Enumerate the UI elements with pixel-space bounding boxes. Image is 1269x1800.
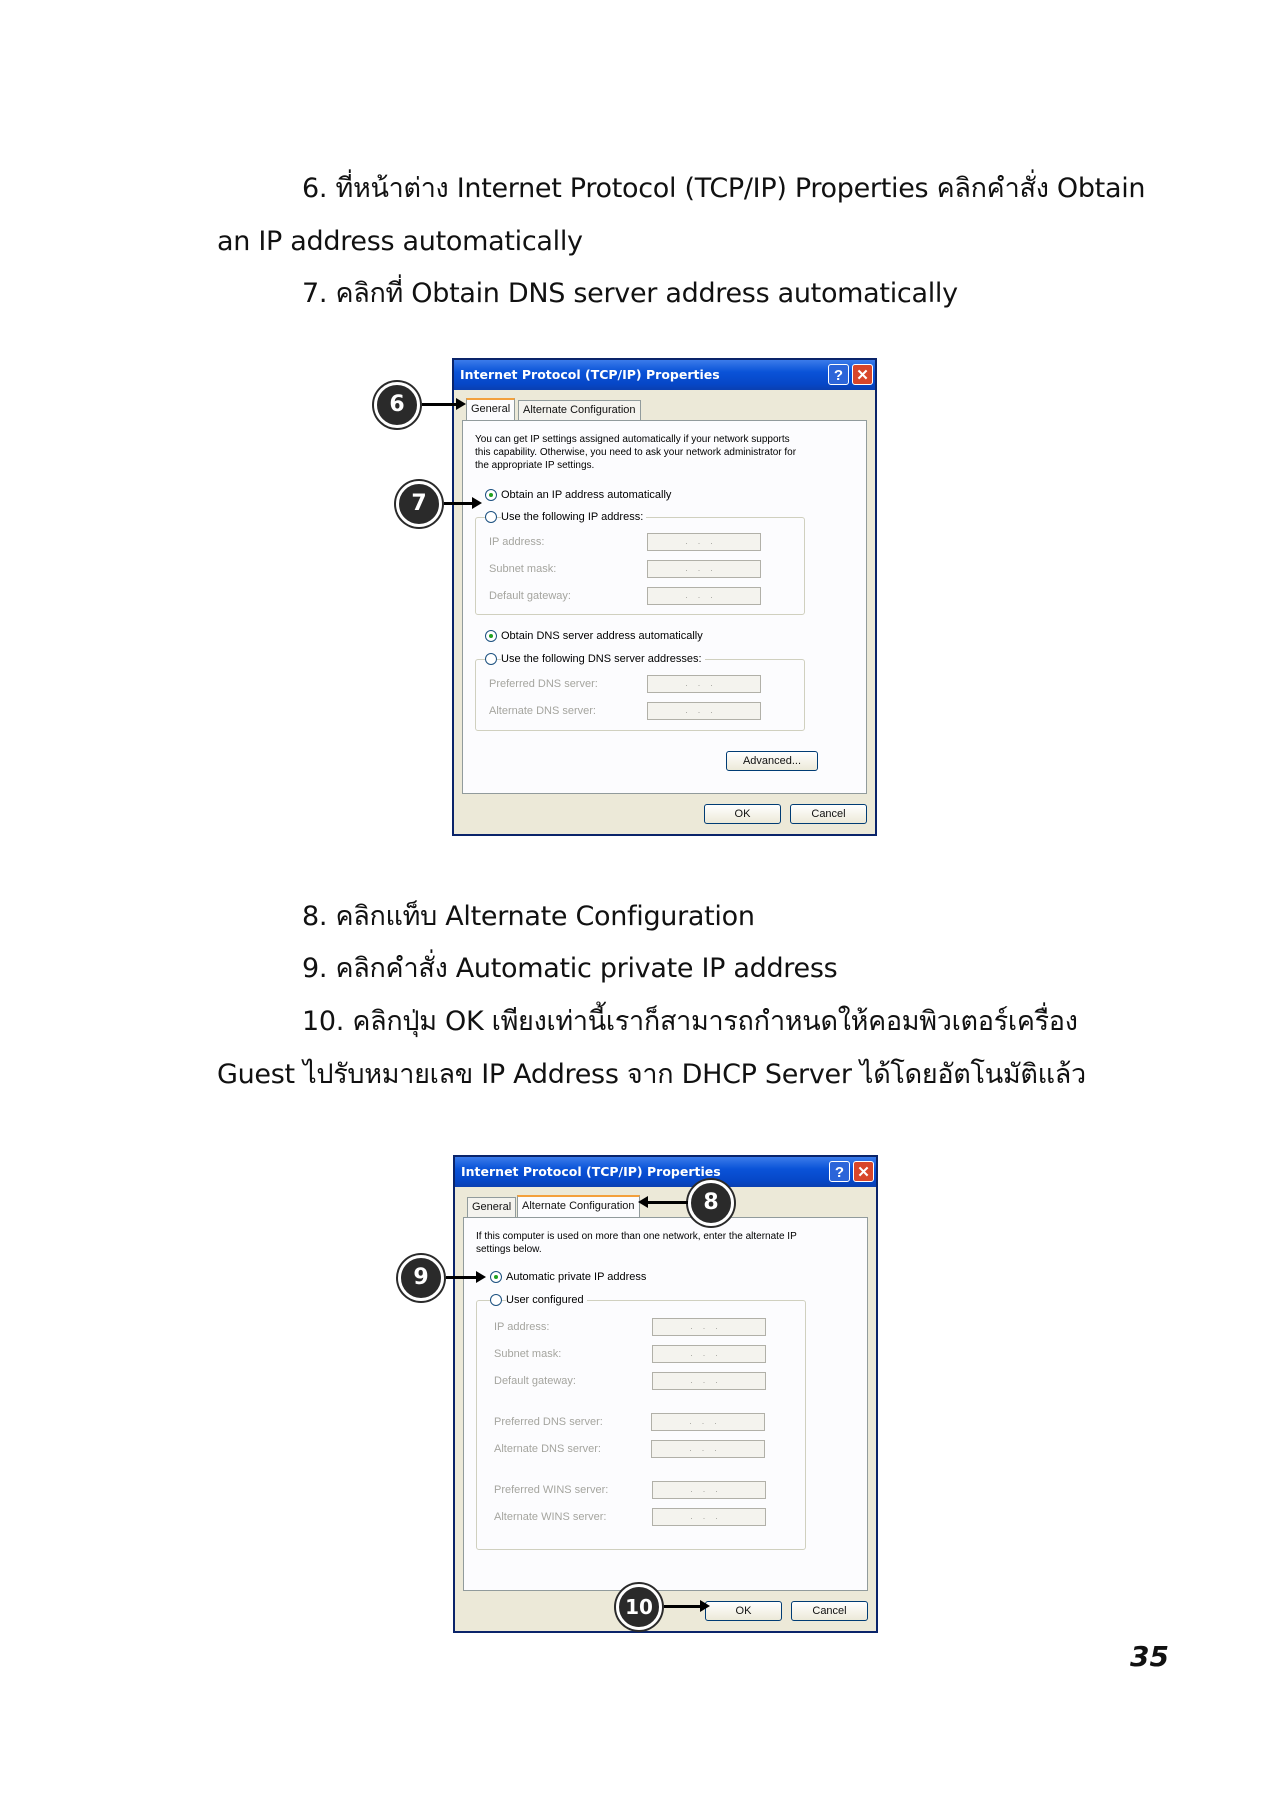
use-dns-label[interactable]: Use the following DNS server addresses: xyxy=(501,653,705,666)
intro-text-1: If this computer is used on more than one network, enter the alternate IP xyxy=(476,1231,797,1242)
general-panel xyxy=(462,420,867,794)
callout-9-arrow xyxy=(446,1276,478,1279)
callout-8: 8 xyxy=(688,1180,734,1226)
tab-alternate-configuration[interactable]: Alternate Configuration xyxy=(518,400,641,420)
alternate-panel xyxy=(463,1217,868,1591)
ip-address-label: IP address: xyxy=(489,536,545,548)
preferred-wins-label: Preferred WINS server: xyxy=(494,1484,609,1496)
alternate-dns-input[interactable]: ... xyxy=(651,1440,765,1458)
cancel-button[interactable]: Cancel xyxy=(791,1601,868,1621)
help-icon[interactable]: ? xyxy=(829,1161,850,1182)
ip-address-label: IP address: xyxy=(494,1321,550,1333)
alternate-wins-label: Alternate WINS server: xyxy=(494,1511,607,1523)
static-dns-group xyxy=(475,659,805,731)
step6-line1: 6. ที่หน้าต่าง Internet Protocol (TCP/IP) Properties คลิกคำสั่ง Obtain xyxy=(302,173,1146,204)
callout-8-arrow xyxy=(646,1201,688,1204)
tab-alternate-configuration[interactable]: Alternate Configuration xyxy=(517,1195,640,1217)
dialog-title: Internet Protocol (TCP/IP) Properties xyxy=(461,1164,721,1179)
callout-10: 10 xyxy=(616,1584,662,1630)
callout-7: 7 xyxy=(396,481,442,527)
alternate-wins-input[interactable]: ... xyxy=(652,1508,766,1526)
callout-6-arrow xyxy=(422,403,458,406)
subnet-mask-label: Subnet mask: xyxy=(494,1348,562,1360)
cancel-button[interactable]: Cancel xyxy=(790,804,867,824)
dialog-title: Internet Protocol (TCP/IP) Properties xyxy=(460,367,720,382)
step10-line2: Guest ไปรับหมายเลข IP Address จาก DHCP Server ได้โดยอัตโนมัติแล้ว xyxy=(217,1059,1086,1090)
title-bar xyxy=(455,1157,876,1187)
step7-text: 7. คลิกที่ Obtain DNS server address automatically xyxy=(302,278,958,309)
step6-line2: an IP address automatically xyxy=(217,226,583,257)
obtain-ip-label[interactable]: Obtain an IP address automatically xyxy=(501,489,672,501)
preferred-dns-input[interactable]: ... xyxy=(647,675,761,693)
default-gateway-input[interactable]: ... xyxy=(652,1372,766,1390)
step10-line1: 10. คลิกปุ่ม OK เพียงเท่านี้เราก็สามารถกำหนดให้คอมพิวเตอร์เครื่อง xyxy=(302,1006,1078,1037)
tcpip-properties-dialog-alternate xyxy=(453,1155,878,1633)
alternate-dns-label: Alternate DNS server: xyxy=(489,705,596,717)
subnet-mask-input[interactable]: ... xyxy=(647,560,761,578)
obtain-ip-radio[interactable] xyxy=(485,489,497,501)
intro-text-3: the appropriate IP settings. xyxy=(475,460,595,471)
default-gateway-label: Default gateway: xyxy=(489,590,571,602)
intro-text-2: this capability. Otherwise, you need to ask your network administrator for xyxy=(475,447,797,458)
user-configured-label[interactable]: User configured xyxy=(506,1294,587,1307)
apipa-radio[interactable] xyxy=(490,1271,502,1283)
use-ip-label[interactable]: Use the following IP address: xyxy=(501,511,646,524)
tab-general[interactable]: General xyxy=(466,398,515,420)
step8-text: 8. คลิกแท็บ Alternate Configuration xyxy=(302,901,755,932)
step9-text: 9. คลิกคำสั่ง Automatic private IP address xyxy=(302,953,838,984)
close-icon[interactable]: ✕ xyxy=(852,364,873,385)
alternate-dns-input[interactable]: ... xyxy=(647,702,761,720)
obtain-dns-label[interactable]: Obtain DNS server address automatically xyxy=(501,630,703,642)
ok-button[interactable]: OK xyxy=(705,1601,782,1621)
callout-7-arrow xyxy=(444,502,474,505)
intro-text-2: settings below. xyxy=(476,1244,542,1255)
alternate-dns-label: Alternate DNS server: xyxy=(494,1443,601,1455)
subnet-mask-input[interactable]: ... xyxy=(652,1345,766,1363)
default-gateway-input[interactable]: ... xyxy=(647,587,761,605)
ip-address-input[interactable]: ... xyxy=(652,1318,766,1336)
user-configured-radio[interactable] xyxy=(490,1294,502,1306)
tcpip-properties-dialog-general xyxy=(452,358,877,836)
use-ip-radio[interactable] xyxy=(485,511,497,523)
default-gateway-label: Default gateway: xyxy=(494,1375,576,1387)
callout-6: 6 xyxy=(374,382,420,428)
apipa-label[interactable]: Automatic private IP address xyxy=(506,1271,647,1283)
obtain-dns-radio[interactable] xyxy=(485,630,497,642)
subnet-mask-label: Subnet mask: xyxy=(489,563,557,575)
callout-9: 9 xyxy=(398,1255,444,1301)
ok-button[interactable]: OK xyxy=(704,804,781,824)
ip-address-input[interactable]: ... xyxy=(647,533,761,551)
help-icon[interactable]: ? xyxy=(828,364,849,385)
preferred-wins-input[interactable]: ... xyxy=(652,1481,766,1499)
intro-text-1: You can get IP settings assigned automatically if your network supports xyxy=(475,434,790,445)
tab-general[interactable]: General xyxy=(467,1197,516,1217)
callout-10-arrow xyxy=(664,1605,702,1608)
preferred-dns-input[interactable]: ... xyxy=(651,1413,765,1431)
advanced-button[interactable]: Advanced... xyxy=(726,751,818,771)
close-icon[interactable]: ✕ xyxy=(853,1161,874,1182)
use-dns-radio[interactable] xyxy=(485,653,497,665)
title-bar xyxy=(454,360,875,390)
page-number: 35 xyxy=(1130,1640,1169,1673)
preferred-dns-label: Preferred DNS server: xyxy=(494,1416,603,1428)
preferred-dns-label: Preferred DNS server: xyxy=(489,678,598,690)
